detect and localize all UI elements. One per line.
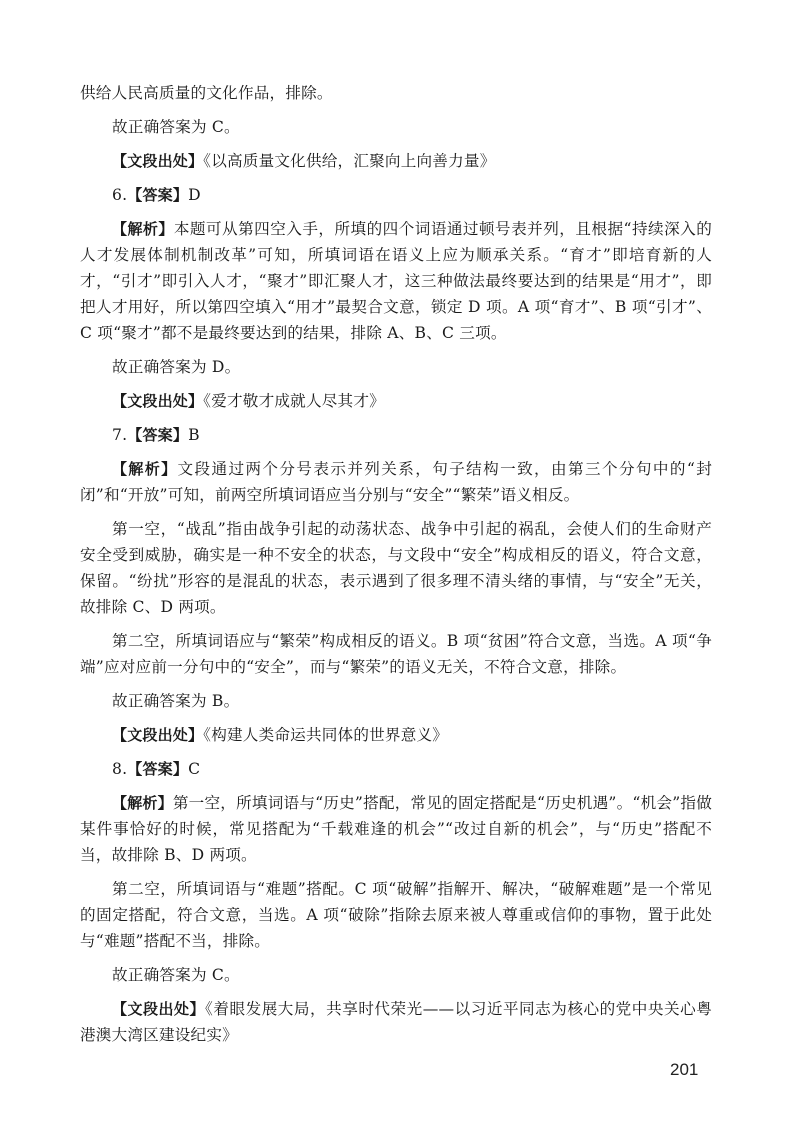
analysis-label: 【解析】 [112,460,178,478]
question-7-second-blank: 第二空，所填词语应与“繁荣”构成相反的语义。B 项“贫困”符合文意，当选。A 项“争端”应对应前一分句中的“安全”，而与“繁荣”的语义无关，不符合文意，排除。 [80,632,712,676]
answer-explanations [80,80,712,1048]
answer-value: D [188,186,201,204]
source-label: 【文段出处】 [112,152,204,170]
question-number: 6. [112,186,128,204]
answer-conclusion-5: 故正确答案为 C。 [112,118,240,136]
answer-value: B [188,426,200,444]
question-number: 8. [112,760,128,778]
paragraph-continuation: 供给人民高质量的文化作品，排除。 [80,84,333,102]
source-5 [80,148,712,174]
analysis-text: 文段通过两个分号表示并列关系，句子结构一致，由第三个分句中的“封闭”和“开放”可知，前两空所填词语应当分别与“安全”“繁荣”语义相反。 [80,460,712,504]
question-6-answer [80,182,712,208]
question-7-analysis [80,456,712,508]
source-title: 《着眼发展大局，共享时代荣光——以习近平同志为核心的党中央关心粤港澳大湾区建设纪实》 [80,1000,713,1044]
source-8 [80,996,712,1048]
source-label: 【文段出处】 [112,1000,206,1018]
question-7-first-blank: 第一空，“战乱”指由战争引起的动荡状态、战争中引起的祸乱，会使人们的生命财产安全受到威胁，确实是一种不安全的状态，与文段中“安全”构成相反的语义，符合文意，保留。“纷扰”形容的是混乱的状态，表示遇到了很多理不清头绪的事情，与“安全”无关，故排除 C、D 两项。 [80,520,712,616]
source-title: 《爱才敬才成就人尽其才》 [203,392,385,410]
analysis-label: 【解析】 [112,794,173,812]
source-7 [80,722,712,748]
question-number: 7. [112,426,128,444]
answer-conclusion-7: 故正确答案为 B。 [112,692,240,710]
source-title: 《构建人类命运共同体的世界意义》 [203,726,449,744]
answer-label: 【答案】 [127,426,189,444]
question-8-second-blank: 第二空，所填词语与“难题”搭配。C 项“破解”指解开、解决，“破解难题”是一个常见的固定搭配，符合文意，当选。A 项“破除”指除去原来被人尊重或信仰的事物，置于此处与“难题”搭配不当，排除。 [80,880,712,950]
answer-label: 【答案】 [127,760,189,778]
question-7-answer [80,422,712,448]
analysis-text: 第一空，所填词语与“历史”搭配，常见的固定搭配是“历史机遇”。“机会”指做某件事恰好的时候，常见搭配为“千载难逢的机会”“改过自新的机会”，与“历史”搭配不当，故排除 B、D 两项。 [80,794,712,864]
question-6-analysis [80,216,712,346]
source-title: 《以高质量文化供给，汇聚向上向善力量》 [203,152,496,170]
source-label: 【文段出处】 [112,726,204,744]
page-number: 201 [670,1060,699,1079]
source-6 [80,388,712,414]
analysis-text: 本题可从第四空入手，所填的四个词语通过顿号表并列，且根据“持续深入的人才发展体制机制改革”可知，所填词语在语义上应为顺承关系。“育才”即培育新的人才，“引才”即引入人才，“聚才”即汇聚人才，这三种做法最终要达到的结果是“用才”，即把人才用好，所以第四空填入“用才”最契合文意，锁定 D 项。A 项“育才”、B 项“引才”、C 项“聚才”都不是最终要达到的结果，排除 A、B、C 三项。 [80,220,712,342]
answer-label: 【答案】 [127,186,189,204]
analysis-label: 【解析】 [112,220,174,238]
answer-value: C [188,760,201,778]
answer-conclusion-8: 故正确答案为 C。 [112,966,240,984]
source-label: 【文段出处】 [112,392,204,410]
answer-conclusion-6: 故正确答案为 D。 [112,358,241,376]
question-8-answer [80,756,712,782]
question-8-analysis [80,790,712,868]
